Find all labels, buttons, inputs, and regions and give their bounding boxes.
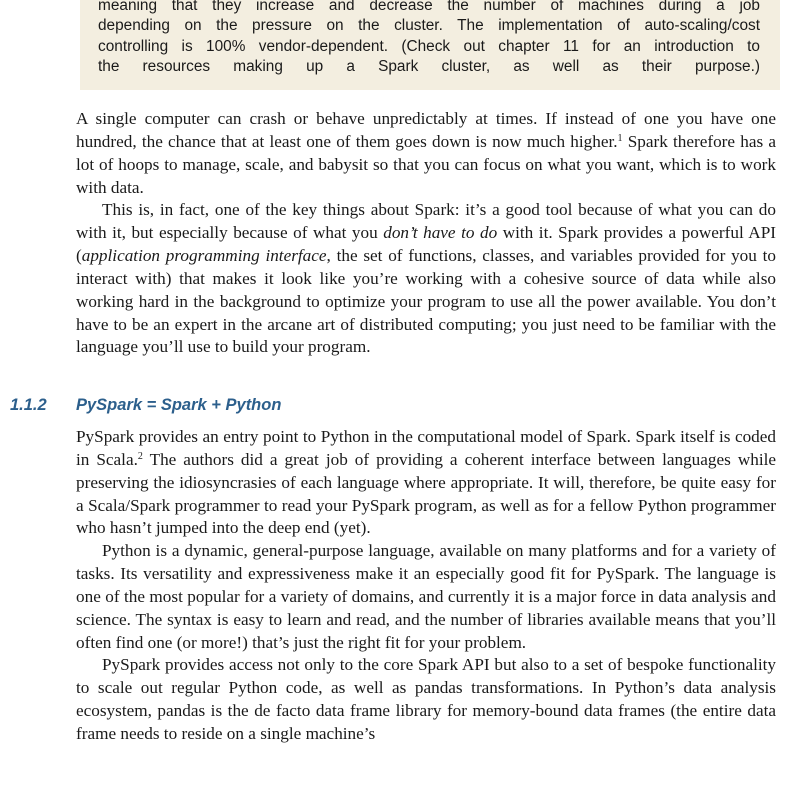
section-number: 1.1.2: [10, 396, 47, 414]
paragraph-entry-point: [76, 426, 776, 540]
callout-line: depending on the pressure on the cluster. The implementation of auto-scaling/cost: [98, 17, 760, 35]
emphasis-text: application programming interface: [81, 246, 327, 266]
paragraph-text: A single computer can crash or behave unpredictably at times. If instead of one you have one hundred, the chance that at least one of them goes down is now much higher.: [76, 109, 776, 151]
callout-line: meaning that they increase and decrease the number of machines during a job: [98, 0, 760, 14]
paragraph-text: Spark therefore has a lot of hoops to manage, scale, and babysit so that you can focus on what you want, which is to work with data.: [76, 131, 776, 197]
paragraph-python-language: Python is a dynamic, general-purpose language, available on many platforms and for a variety of tasks. Its versatility and expressiveness make it an especially good fit for PySpark. The language is one of the most popular for a variety of domains, and currently it is a major force in data analysis and science. The syntax is easy to learn and read, and the number of libraries available means that you’ll often find one (or more!) that’s just the right fit for your problem.: [76, 541, 776, 652]
section-title: PySpark = Spark + Python: [76, 396, 282, 414]
paragraph-text: PySpark provides an entry point to Python in the computational model of Spark. Spark itself is coded in Scala.: [76, 427, 776, 469]
footnote-ref-1[interactable]: 1: [617, 132, 623, 144]
body-text-upper: [76, 108, 776, 359]
paragraph-pyspark-access: PySpark provides access not only to the core Spark API but also to a set of bespoke functionality to scale out regular Python code, as well as pandas transformations. In Python’s data analysis ecosystem, pandas is the de facto data frame library for memory-bound data frames (the entire data frame needs to reside on a single machine’s: [76, 655, 776, 743]
paragraph-text: This is, in fact, one of the key things about Spark: it’s a good tool because of what you can do with it, but especially because of what you: [76, 200, 776, 243]
paragraph-key-things: [76, 199, 776, 359]
paragraph-text: , the set of functions, classes, and variables provided for you to interact with) that makes it look like you’re working with a cohesive source of data while also working hard in the background to optimize your program to use all the power available. You don’t have to be an expert in the arcane art of distributed computing; you just need to be familiar with the language you’ll use to build your program.: [76, 246, 776, 357]
callout-line: controlling is 100% vendor-dependent. (Check out chapter 11 for an introduction to: [98, 37, 760, 55]
emphasis-text: don’t have to do: [383, 223, 498, 243]
body-text-lower: [76, 426, 776, 746]
callout-line: the resources making up a Spark cluster, as well as their purpose.): [98, 57, 760, 75]
sidebar-callout-box: [80, 0, 780, 90]
paragraph-reliability: [76, 108, 776, 199]
footnote-ref-2[interactable]: 2: [137, 450, 143, 462]
section-heading: [10, 396, 281, 415]
paragraph-text: with it. Spark provides a powerful API (: [76, 223, 777, 266]
paragraph-text: The authors did a great job of providing a coherent interface between languages while preserving the idiosyncrasies of each language where appropriate. It will, therefore, be quite easy for a Scala/Spark programmer to read your PySpark program, as well as for a fellow Python programmer who hasn’t jumped into the deep end (yet).: [76, 449, 776, 538]
